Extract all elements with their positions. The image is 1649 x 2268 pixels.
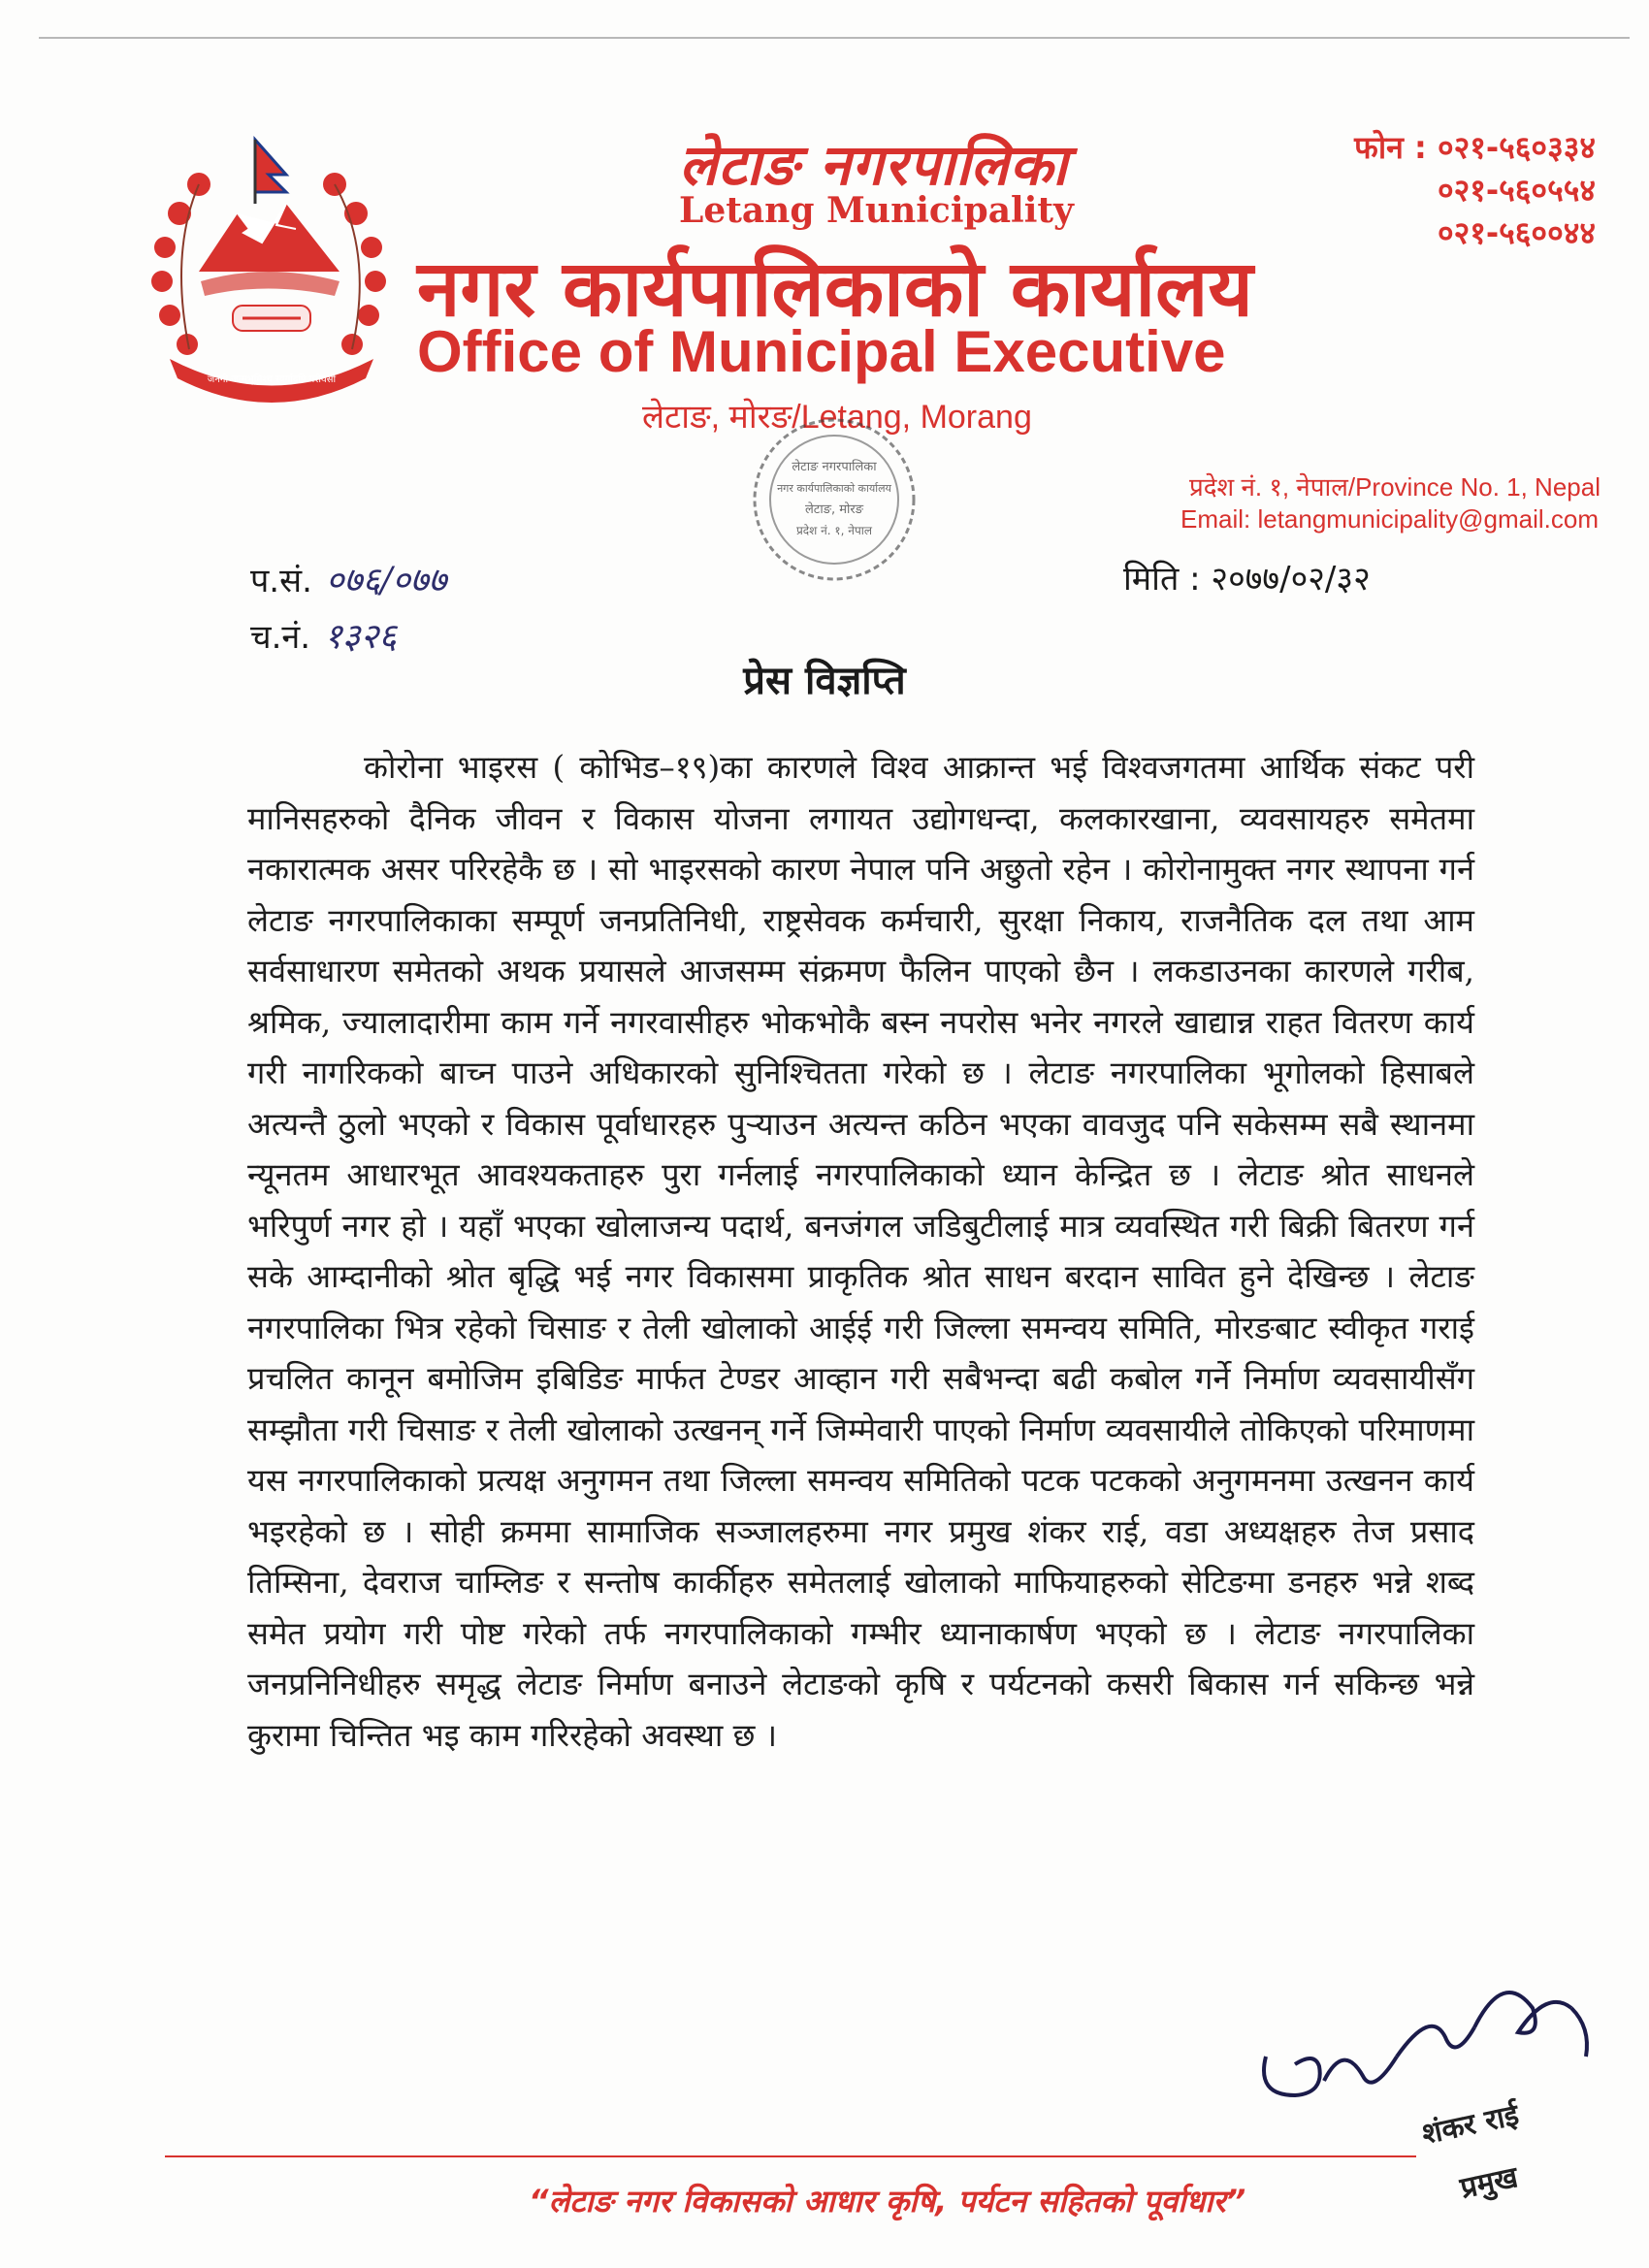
stamp-line: लेटाङ नगरपालिका [792, 460, 877, 474]
chalani-number-label: च.नं. [250, 618, 311, 657]
stamp-line: नगर कार्यपालिकाको कार्यालय [777, 482, 891, 495]
stamp-line: लेटाङ, मोरङ [804, 502, 864, 517]
phone-block [1354, 126, 1596, 254]
phone-number: ०२१-५६००४४ [1437, 214, 1596, 251]
handwritten-signature [1251, 1950, 1639, 2120]
emblem-motto: जननी जन्मभूमिश्च स्वर्गादपि गरीयसी [207, 374, 337, 385]
footer-slogan: “लेटाङ नगर विकासको आधार कृषि, पर्यटन सहितको पूर्वाधार” [529, 2183, 1246, 2219]
municipality-name-english: Letang Municipality [679, 190, 1074, 231]
top-rule [39, 37, 1630, 39]
signatory-name: शंकर राई [1418, 2097, 1522, 2153]
phone-number: ०२१-५६०५५४ [1437, 172, 1596, 209]
patra-sankhya-label: प.सं. [250, 562, 312, 600]
phone-label: फोन : [1354, 129, 1427, 166]
stamp-line: प्रदेश नं. १, नेपाल [795, 524, 873, 537]
office-name-english: Office of Municipal Executive [417, 319, 1226, 384]
signatory-title: प्रमुख [1457, 2160, 1521, 2206]
press-release-body: कोरोना भाइरस ( कोभिड–१९)का कारणले विश्व आक्रान्त भई विश्वजगतमा आर्थिक संकट परी मानिसहरुको दैनिक जीवन र विकास योजना लगायत उद्योगधन्दा, कलकारखाना, व्यवसायहरु समेतमा नकारात्मक असर परिरहेकै छ । सो भाइरसको कारण नेपाल पनि अछुतो रहेन । कोरोनामुक्त नगर स्थापना गर्न लेटाङ नगरपालिकाका सम्पूर्ण जनप्रतिनिधी, राष्ट्रसेवक कर्मचारी, सुरक्षा निकाय, राजनैतिक दल तथा आम सर्वसाधारण समेतको अथक प्रयासले आजसम्म संक्रमण फैलिन पाएको छैन । लकडाउनका कारणले गरीब, श्रमिक, ज्यालादारीमा काम गर्ने नगरवासीहरु भोकभोकै बस्न नपरोस भनेर नगरले खाद्यान्न राहत वितरण कार्य गरी नागरिकको बाच्न पाउने अधिकारको सुनिश्चितता गरेको छ । लेटाङ नगरपालिका भूगोलको हिसाबले अत्यन्तै ठुलो भएको र विकास पूर्वाधारहरु पुऱ्याउन अत्यन्त कठिन भएका वावजुद पनि सकेसम्म सबै स्थानमा न्यूनतम आधारभूत आवश्यकताहरु पुरा गर्नलाई नगरपालिकाको ध्यान केन्द्रित छ । लेटाङ श्रोत साधनले भरिपुर्ण नगर हो । यहाँ भएका खोलाजन्य पदार्थ, बनजंगल जडिबुटीलाई मात्र व्यवस्थित गरी बिक्री बितरण गर्न सके आम्दानीको श्रोत बृद्धि भई नगर विकासमा प्राकृतिक श्रोत साधन बरदान सावित हुने देखिन्छ । लेटाङ नगरपालिका भित्र रहेको चिसाङ र तेली खोलाको आईई गरी जिल्ला समन्वय समिति, मोरङबाट स्वीकृत गराई प्रचलित कानून बमोजिम इबिडिङ मार्फत टेण्डर आव्हान गरी सबैभन्दा बढी कबोल गर्ने निर्माण व्यवसायीसँग सम्झौता गरी चिसाङ र तेली खोलाको उत्खनन् गर्ने जिम्मेवारी पाएको निर्माण व्यवसायीले तोकिएको परिमाणमा यस नगरपालिकाको प्रत्यक्ष अनुगमन तथा जिल्ला समन्वय समितिको पटक पटकको अनुगमनमा उत्खनन कार्य भइरहेको छ । सोही क्रममा सामाजिक सञ्जालहरुमा नगर प्रमुख शंकर राई, वडा अध्यक्षहरु तेज प्रसाद तिम्सिना, देवराज चाम्लिङ र सन्तोष कार्कीहरु समेतलाई खोलाको माफियाहरुको सेटिङमा डनहरु भन्ने शब्द समेत प्रयोग गरी पोष्ट गरेको तर्फ नगरपालिकाको गम्भीर ध्यानाकार्षण भएको छ । लेटाङ नगरपालिका जनप्रनिनिधीहरु समृद्ध लेटाङ निर्माण बनाउने लेटाङको कृषि र पर्यटनको कसरी बिकास गर्न सकिन्छ भन्ने कुरामा चिन्तित भइ काम गरिरहेको अवस्था छ । [247, 749, 1474, 1754]
email-address: Email: letangmunicipality@gmail.com [1180, 504, 1599, 534]
municipality-name-nepali: लेटाङ नगरपालिका [679, 132, 1069, 198]
letter-date: मिति : २०७७/०२/३२ [1123, 560, 1371, 599]
press-release-heading: प्रेस विज्ञप्ति [743, 659, 906, 703]
nepal-emblem-logo [141, 136, 403, 403]
province-address: प्रदेश नं. १, नेपाल/Province No. 1, Nepal [1188, 472, 1600, 502]
chalani-number-value: १३२६ [324, 617, 397, 657]
patra-sankhya [250, 555, 446, 602]
office-stamp [737, 412, 931, 587]
footer-rule [165, 2155, 1416, 2157]
patra-sankhya-value: ०७६/०७७ [325, 561, 447, 600]
office-name-nepali: नगर कार्यपालिकाको कार्यालय [417, 243, 1253, 334]
office-location: लेटाङ, मोरङ/Letang, Morang [642, 399, 1032, 436]
phone-number: ०२१-५६०३३४ [1437, 129, 1596, 166]
